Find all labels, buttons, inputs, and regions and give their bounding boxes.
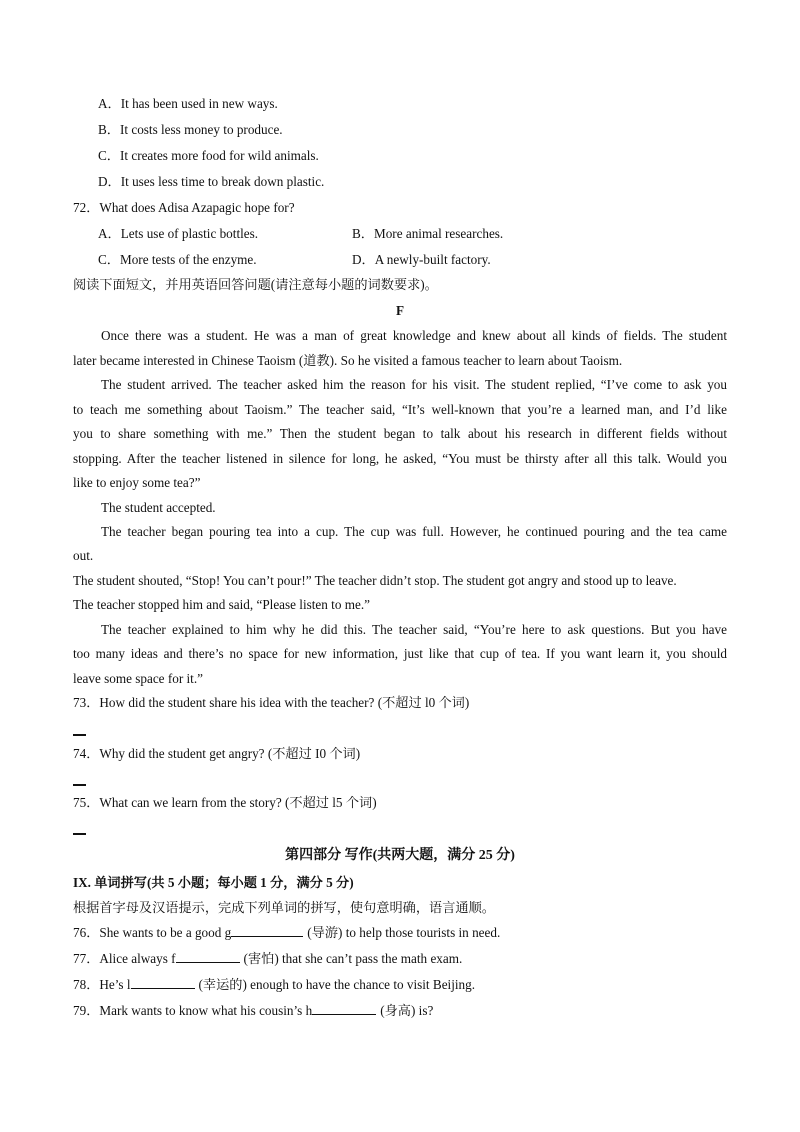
spelling-79 xyxy=(73,1002,433,1020)
q72-option-a: A．Lets use of plastic bottles. xyxy=(98,226,259,241)
q72-stem: 72．What does Adisa Azapagic hope for? xyxy=(73,200,295,215)
passage-line: Once there was a student. He was a man of great knowledge and knew about all kinds of fields. The student xyxy=(101,328,727,343)
passage-line: The teacher explained to him why he did this. The teacher said, “You’re here to ask questions. But you have xyxy=(101,622,727,637)
q71-option-a: A．It has been used in new ways. xyxy=(98,96,278,111)
spelling-76-blank[interactable] xyxy=(231,924,303,937)
passage-line: The teacher began pouring tea into a cup. The cup was full. However, he continued pouring and the tea came xyxy=(101,524,727,539)
q71-option-d: D．It uses less time to break down plastic. xyxy=(98,174,325,189)
spelling-76 xyxy=(73,924,500,942)
q72-option-c: C．More tests of the enzyme. xyxy=(98,252,257,267)
q72-option-d: D．A newly-built factory. xyxy=(352,252,491,267)
part-instruction: 根据首字母及汉语提示，完成下列单词的拼写，使句意明确，语言通顺。 xyxy=(73,900,495,915)
spelling-77 xyxy=(73,950,462,968)
spelling-79-blank[interactable] xyxy=(312,1002,376,1015)
spelling-76-suffix: (导游) to help those tourists in need. xyxy=(307,925,501,940)
spelling-79-suffix: (身高) is? xyxy=(380,1003,434,1018)
question-74: 74．Why did the student get angry? (不超过 I0 个词) xyxy=(73,746,361,761)
passage-line: like to enjoy some tea?” xyxy=(73,475,201,490)
answer-line-74[interactable] xyxy=(73,784,86,786)
section-title: 第四部分 写作(共两大题，满分 25 分) xyxy=(285,848,515,863)
reading-instruction: 阅读下面短文，并用英语回答问题(请注意每小题的词数要求)。 xyxy=(73,277,438,292)
passage-line: out. xyxy=(73,548,94,563)
passage-line: leave some space for it.” xyxy=(73,671,203,686)
spelling-77-blank[interactable] xyxy=(176,950,240,963)
passage-line: too many ideas and there’s no space for new information, just like that cup of tea. If you want learn it, you should xyxy=(73,646,727,661)
part-title: IX. 单词拼写(共 5 小题；每小题 1 分，满分 5 分) xyxy=(73,875,354,890)
answer-line-73[interactable] xyxy=(73,734,86,736)
passage-line: stopping. After the teacher listened in silence for long, he asked, “You must be thirsty after all this talk. Would you xyxy=(73,451,727,466)
passage-line: The student arrived. The teacher asked him the reason for his visit. The student replied, “I’ve come to ask you xyxy=(101,377,727,392)
spelling-76-prefix: 76．She wants to be a good g xyxy=(73,925,232,940)
spelling-78-prefix: 78．He’s l xyxy=(73,977,131,992)
passage-label: F xyxy=(395,303,405,318)
passage-line: The student accepted. xyxy=(101,500,216,515)
spelling-78-suffix: (幸运的) enough to have the chance to visit Beijing. xyxy=(198,977,476,992)
spelling-77-prefix: 77．Alice always f xyxy=(73,951,176,966)
question-75: 75．What can we learn from the story? (不超过 l5 个词) xyxy=(73,795,377,810)
passage-line: to teach me something about Taoism.” The teacher said, “It’s well-known that you’re a learned man, and I’d like xyxy=(73,402,727,417)
passage-line: The student shouted, “Stop! You can’t pour!” The teacher didn’t stop. The student got angry and stood up to leave. xyxy=(73,573,677,588)
answer-line-75[interactable] xyxy=(73,833,86,835)
passage-line: you to share something with me.” Then the student began to talk about his research in different fields without xyxy=(73,426,727,441)
passage-line: The teacher stopped him and said, “Please listen to me.” xyxy=(73,597,370,612)
question-73: 73．How did the student share his idea with the teacher? (不超过 l0 个词) xyxy=(73,695,470,710)
q71-option-c: C．It creates more food for wild animals. xyxy=(98,148,319,163)
q71-option-b: B．It costs less money to produce. xyxy=(98,122,283,137)
spelling-77-suffix: (害怕) that she can’t pass the math exam. xyxy=(243,951,463,966)
spelling-78 xyxy=(73,976,475,994)
q72-option-b: B．More animal researches. xyxy=(352,226,504,241)
passage-line: later became interested in Chinese Taoism (道教). So he visited a famous teacher to learn about Taoism. xyxy=(73,353,623,368)
spelling-78-blank[interactable] xyxy=(131,976,195,989)
spelling-79-prefix: 79．Mark wants to know what his cousin’s h xyxy=(73,1003,313,1018)
